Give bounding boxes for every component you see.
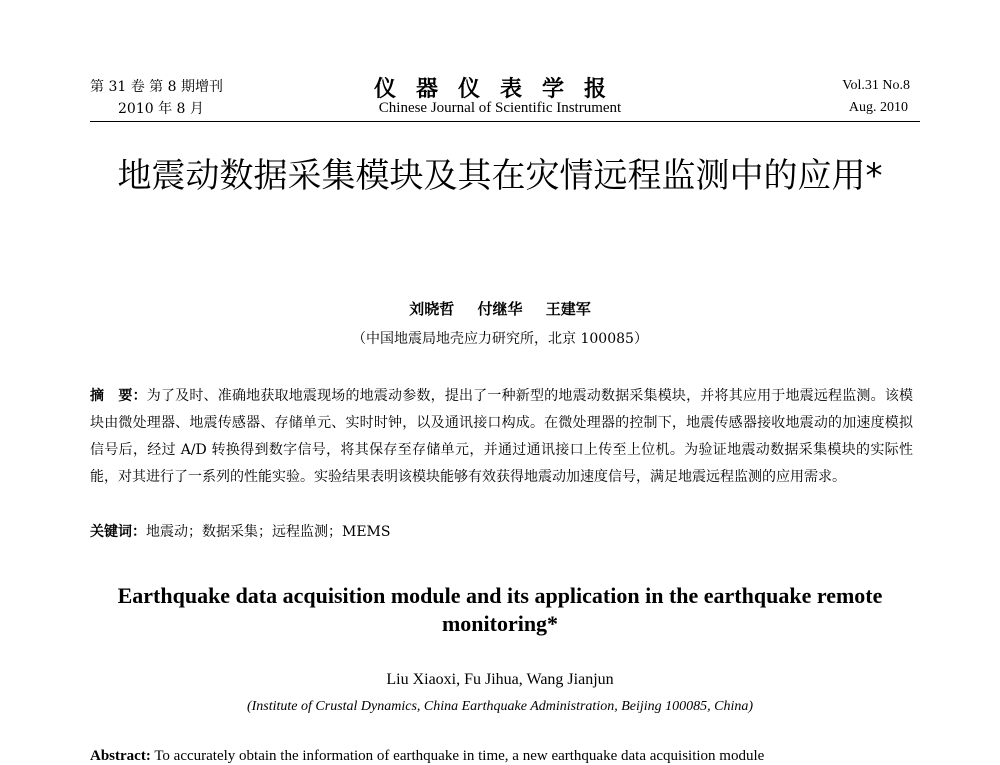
abstract-text-cn: 为了及时、准确地获取地震现场的地震动参数，提出了一种新型的地震动数据采集模块，并将其应用于地震远程监测。该模块由微处理器、地震传感器、存储单元、实时时钟，以及通讯接口构成。在微处理器的控制下，地震传感器接收地震动的加速度模拟信号后，经过 A/D 转换得到数字信号，将其保存至存储单元，并通过通讯接口上传至上位机。为验证地震动数据采集模块的实际性能，对其进行了一系列的性能实验。实验结果表明该模块能够有效获得地震动加速度信号，满足地震远程监测的应用需求。 xyxy=(90,388,914,485)
abstract-label-cn: 摘 要： xyxy=(90,388,147,404)
paper-title-en: Earthquake data acquisition module and its application in the earthquake remote monitoring* xyxy=(117,583,883,636)
keywords-text-cn: 地震动；数据采集；远程监测；MEMS xyxy=(146,524,391,540)
paper-title-cn: 地震动数据采集模块及其在灾情远程监测中的应用* xyxy=(117,156,883,196)
journal-date-cn: 2010 年 8 月 xyxy=(118,101,204,117)
keywords-cn xyxy=(90,521,390,541)
header-rule xyxy=(90,121,920,122)
affiliation-en: (Institute of Crustal Dynamics, China Earthquake Administration, Beijing 100085, China) xyxy=(246,699,754,714)
authors-en: Liu Xiaoxi, Fu Jihua, Wang Jianjun xyxy=(386,671,614,688)
journal-date-en: Aug. 2010 xyxy=(848,100,908,115)
abstract-cn xyxy=(90,383,913,491)
journal-title-en: Chinese Journal of Scientific Instrument xyxy=(378,100,622,116)
affiliation-cn: （中国地震局地壳应力研究所，北京 100085） xyxy=(352,331,648,347)
abstract-label-en: Abstract: xyxy=(90,748,151,764)
journal-volume-en: Vol.31 No.8 xyxy=(842,78,910,93)
keywords-label-cn: 关键词： xyxy=(90,524,146,540)
journal-volume-issue: 第 31 卷 第 8 期增刊 xyxy=(90,79,223,95)
authors-cn: 刘晓哲 付继华 王建军 xyxy=(409,300,591,318)
journal-title-cn: 仪器仪表学报 xyxy=(373,76,626,102)
abstract-en xyxy=(90,748,920,765)
abstract-text-en: To accurately obtain the information of earthquake in time, a new earthquake data acquisition module xyxy=(154,748,765,764)
